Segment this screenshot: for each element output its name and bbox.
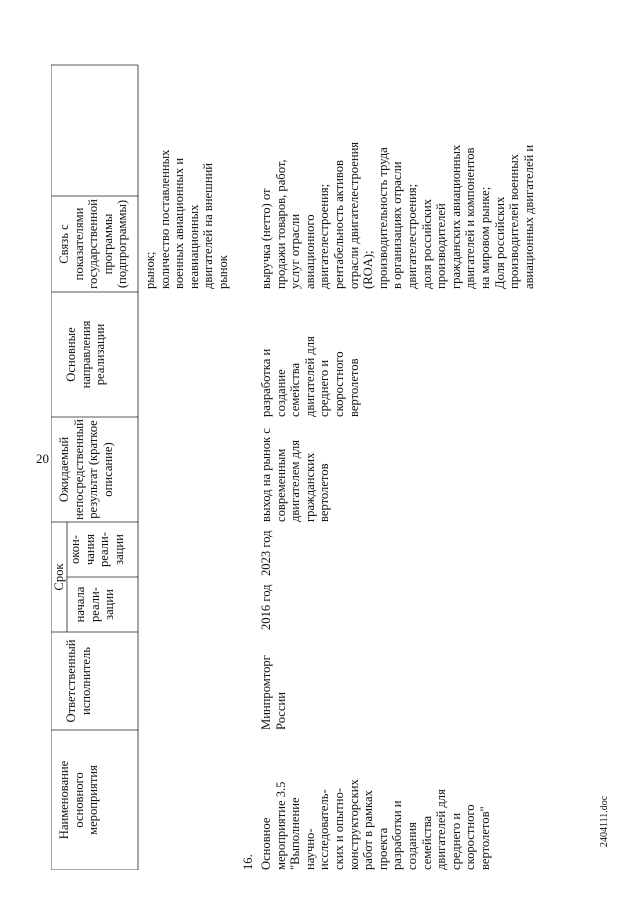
row-start-year: 2016 год xyxy=(259,584,273,630)
row-indicator-link: выручка (нетто) от продажи товаров, работ, услуг отрасли авиационного двигателестроения; рентабельность активов отрасли двигателестроения (ROA); производительность труда в организациях отрасли двигателестроения; доля российских производителей гражданских авиационных двигателей и компонентов на мировом рынке; Доля российских производителей военных авиационных двигателей и xyxy=(259,141,536,289)
header-expected-result: Ожидаемый непосредственный результат (краткое описание) xyxy=(57,419,115,520)
row-activity-name: Основное мероприятие 3.5 "Выполнение научно- исследователь- ских и опытно- конструкторских работ в рамках проекта разработки и создания семейства двигателей для среднего и скоростного вертолетов" xyxy=(259,779,492,870)
rotated-table xyxy=(51,60,556,870)
row-end-year: 2023 год xyxy=(259,530,273,576)
header-main-directions: Основные направления реализации xyxy=(64,320,108,389)
header-executor: Ответственный исполнитель xyxy=(64,639,93,723)
header-activity-name: Наименование основного мероприятия xyxy=(57,760,101,840)
document-file-name: 2404111.doc xyxy=(599,795,610,847)
page-number: 20 xyxy=(36,451,49,466)
row-number: 16. xyxy=(241,854,255,870)
header-term-start: начала реали- зации xyxy=(73,586,117,623)
header-term: Срок xyxy=(52,563,66,591)
row-main-directions: разработка и создание семейства двигателей для среднего и скоростного вертолетов xyxy=(259,336,361,417)
header-term-end: окон- чания реали- зации xyxy=(68,532,126,567)
row-executor: Минпромторг России xyxy=(259,655,288,730)
header-indicator-link: Связь с показателями государственной программы (подпрограммы) xyxy=(57,199,130,289)
row-expected-result: выход на рынок с современным двигателем для гражданских вертолетов xyxy=(259,428,332,522)
continuation-indicator-link: рынок; количество поставленных военных авиационных и неавиационных двигателей на внешний рынок xyxy=(143,149,230,289)
